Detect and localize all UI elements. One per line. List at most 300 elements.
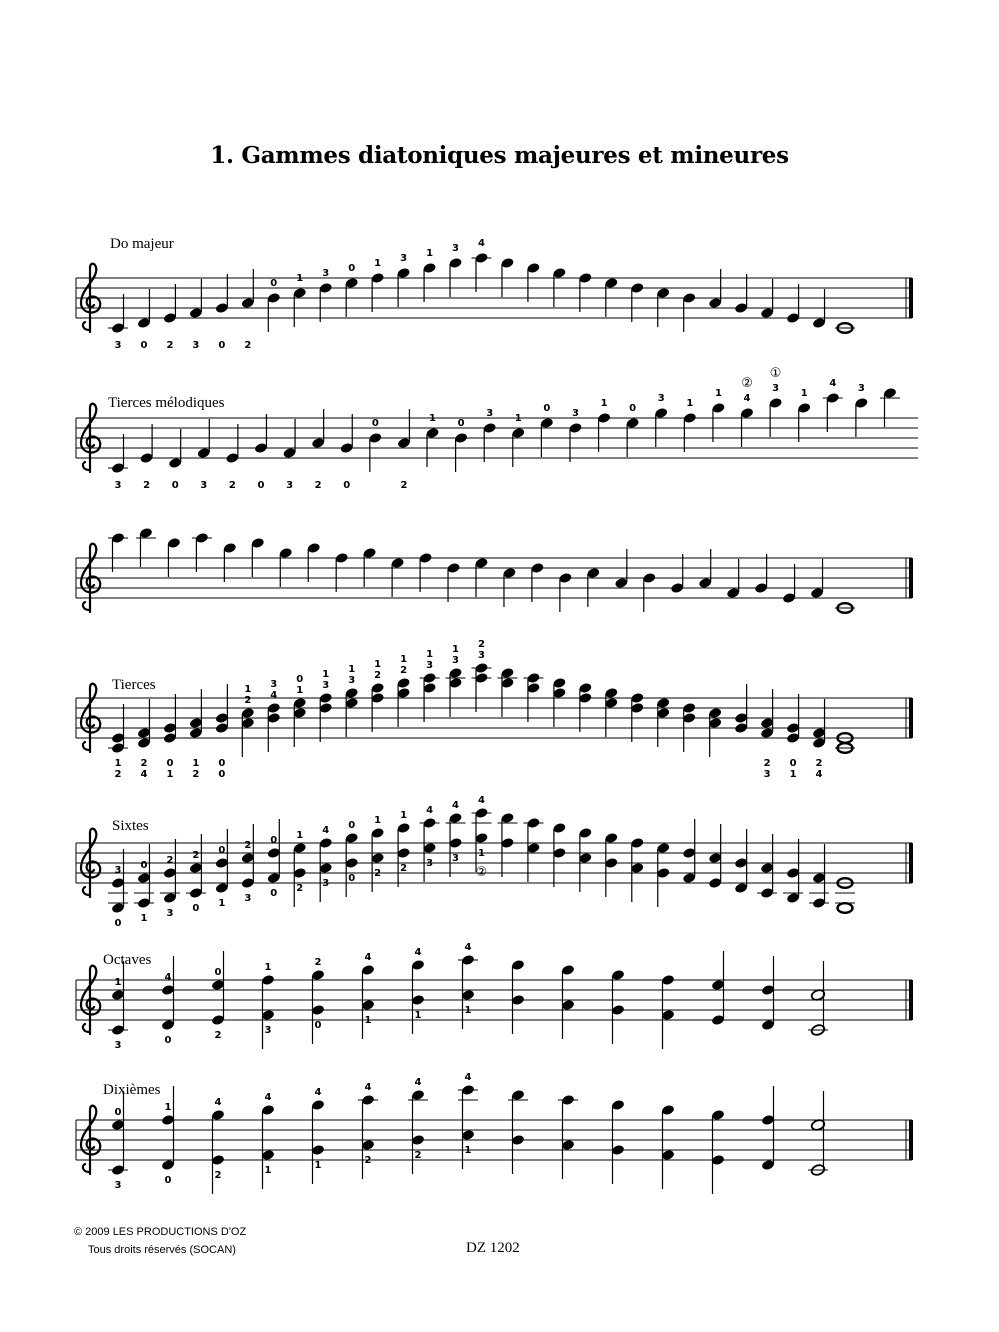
fingering-number: 3 [286, 480, 294, 491]
fingering-number: 0 [314, 1020, 322, 1031]
chord [345, 664, 359, 737]
fingering-number: 1 [322, 669, 330, 680]
fingering-number: 4 [743, 393, 751, 404]
fingering-number: 2 [228, 480, 236, 491]
fingering-number: 2 [166, 340, 174, 351]
note [614, 549, 628, 589]
fingering-number: 3 [322, 680, 330, 691]
fingering-number: 1 [296, 685, 304, 696]
fingering-number: 3 [114, 1180, 122, 1191]
fingering-number: 1 [400, 654, 408, 665]
fingering-number: 3 [452, 243, 460, 254]
fingering-number: 3 [264, 1025, 272, 1036]
fingering-number: 3 [348, 675, 356, 686]
note [448, 243, 462, 297]
fingering-number: 3 [114, 865, 122, 876]
fingering-number: 4 [314, 1087, 322, 1098]
note [293, 273, 307, 327]
chord [611, 1099, 625, 1184]
section-label-do-majeur: Do majeur [110, 236, 174, 252]
chord [656, 842, 670, 907]
fingering-number: 2 [400, 863, 408, 874]
fingering-number: 1 [464, 1005, 472, 1016]
chord [241, 824, 255, 904]
chord [396, 810, 410, 887]
fingering-number: 4 [478, 795, 485, 806]
fingering-number: 3 [192, 340, 200, 351]
chord [311, 1087, 325, 1184]
chord [783, 839, 803, 904]
fingering-number: 1 [348, 664, 356, 675]
fingering-number: 0 [114, 918, 122, 929]
final-barline-thick [909, 1120, 913, 1160]
fingering-number: 4 [414, 947, 422, 958]
page-title: 1. Gammes diatoniques majeures et mineures [210, 142, 789, 169]
note [810, 559, 824, 599]
note [108, 294, 128, 351]
note [786, 284, 800, 324]
note [656, 287, 670, 327]
fingering-number: 4 [322, 825, 330, 836]
chord [511, 959, 525, 1034]
fingering-number: 0 [166, 758, 174, 769]
chord [108, 849, 128, 929]
fingering-number: 0 [218, 758, 226, 769]
fingering-number: 1 [789, 769, 797, 780]
fingering-number: 1 [800, 388, 808, 399]
fingering-number: 0 [140, 340, 148, 351]
fingering-number: 0 [218, 769, 226, 780]
chord [361, 952, 375, 1039]
string-number: ① [769, 366, 782, 381]
chord [508, 1089, 528, 1174]
final-barline-thick [909, 698, 913, 738]
fingering-number: 3 [452, 655, 460, 666]
chord [161, 956, 175, 1046]
note [422, 248, 436, 302]
fingering-number: 4 [478, 238, 485, 249]
note [708, 269, 722, 309]
note [683, 398, 697, 452]
note [630, 282, 644, 322]
chord [134, 844, 154, 924]
note [578, 272, 592, 312]
fingering-number: 1 [374, 659, 382, 670]
note [108, 532, 128, 572]
note [215, 274, 229, 351]
note [782, 564, 796, 604]
chord [497, 812, 517, 877]
chord [661, 1104, 675, 1189]
fingering-number: 2 [414, 1150, 422, 1161]
fingering-number: 2 [214, 1030, 222, 1041]
note [711, 388, 725, 442]
note [530, 562, 544, 602]
chord [446, 800, 466, 877]
note [880, 387, 900, 427]
note [502, 567, 516, 607]
note [396, 253, 410, 307]
chord [211, 1097, 225, 1194]
note [108, 434, 128, 491]
fingering-number: 0 [164, 1175, 172, 1186]
chord [711, 1109, 725, 1194]
chord [523, 817, 543, 882]
fingering-number: 1 [114, 977, 122, 988]
fingering-number: 1 [514, 413, 522, 424]
chord [160, 839, 180, 919]
fingering-number: 4 [452, 800, 460, 811]
note [319, 268, 333, 322]
chord [446, 644, 466, 717]
fingering-number: 2 [114, 769, 122, 780]
note [604, 277, 618, 317]
fingering-number: 1 [264, 962, 272, 973]
footer-catalog-code: DZ 1202 [466, 1240, 520, 1256]
note [472, 238, 492, 292]
fingering-number: 2 [364, 1155, 372, 1166]
note [189, 279, 203, 351]
fingering-number: 3 [114, 480, 122, 491]
fingering-number: 3 [270, 679, 278, 690]
note [163, 284, 177, 351]
fingering-number: 0 [348, 873, 356, 884]
chord [472, 795, 492, 880]
fingering-number: 1 [426, 248, 434, 259]
fingering-number: 4 [829, 378, 837, 389]
fingering-number: 0 [348, 820, 356, 831]
fingering-number: 2 [192, 850, 200, 861]
fingering-number: 3 [244, 893, 252, 904]
chord [211, 951, 225, 1041]
staff-system-octaves [0, 935, 999, 1065]
note [835, 603, 855, 613]
chord [630, 692, 644, 742]
fingering-number: 3 [452, 853, 460, 864]
fingering-number: 2 [214, 1170, 222, 1181]
fingering-number: 1 [478, 848, 485, 859]
staff-system-tierces-melodiques-descent [0, 530, 999, 660]
chord [186, 834, 206, 914]
chord [808, 961, 828, 1036]
chord [396, 654, 410, 727]
fingering-number: 2 [192, 769, 200, 780]
staff-system-tierces [0, 639, 999, 780]
note [418, 552, 432, 592]
string-number: ② [475, 865, 488, 880]
fingering-number: 4 [164, 972, 172, 983]
footer-rights: Tous droits réservés (SOCAN) [88, 1244, 236, 1256]
note [139, 424, 153, 491]
note [500, 257, 514, 297]
note [483, 408, 497, 462]
fingering-number: 4 [414, 1077, 422, 1088]
footer-copyright: © 2009 LES PRODUCTIONS D'OZ [74, 1226, 247, 1238]
note [642, 572, 656, 612]
note [835, 323, 855, 333]
chord [458, 942, 478, 1029]
fingering-number: 0 [214, 967, 222, 978]
note [558, 572, 572, 612]
fingering-number: 1 [140, 913, 148, 924]
fingering-number: 3 [166, 908, 174, 919]
chord [682, 819, 696, 884]
chord [808, 1091, 828, 1176]
note [425, 413, 439, 467]
note [279, 547, 293, 587]
fingering-number: 0 [343, 480, 351, 491]
fingering-number: 2 [763, 758, 771, 769]
note [251, 537, 265, 577]
chord [293, 830, 307, 907]
fingering-number: 4 [214, 1097, 222, 1108]
note [454, 418, 468, 472]
chord [734, 684, 748, 734]
chord [420, 649, 440, 722]
note [167, 537, 181, 577]
fingering-number: 2 [815, 758, 823, 769]
note [698, 549, 712, 589]
staff-system-do-majeur [0, 230, 999, 360]
fingering-number: 0 [192, 903, 200, 914]
chord [497, 667, 517, 717]
chord [786, 694, 800, 780]
staff-svg [0, 366, 999, 500]
chord [558, 1094, 578, 1179]
note [340, 414, 354, 491]
chord [267, 679, 281, 752]
fingering-number: 3 [114, 1040, 122, 1051]
chord [761, 1086, 775, 1171]
chord [261, 962, 275, 1049]
fingering-number: 0 [270, 278, 278, 289]
fingering-number: 2 [478, 639, 485, 650]
note [511, 413, 525, 467]
note [397, 409, 411, 491]
chord [661, 974, 675, 1049]
chord [137, 699, 151, 780]
note [474, 557, 488, 597]
fingering-number: 2 [296, 883, 304, 894]
chord [711, 951, 725, 1026]
section-label-tierces-melodiques: Tierces mélodiques [108, 395, 225, 411]
staff-system-dixiemes [0, 1072, 999, 1205]
note [597, 398, 611, 452]
note [282, 419, 296, 491]
staff-svg [0, 530, 999, 660]
fingering-number: 0 [348, 263, 356, 274]
fingering-number: 0 [140, 860, 148, 871]
fingering-number: 1 [414, 1010, 422, 1021]
note [307, 542, 321, 582]
final-barline-thick [909, 843, 913, 883]
fingering-number: 1 [452, 644, 460, 655]
chord [812, 699, 826, 780]
fingering-number: 1 [400, 810, 408, 821]
section-label-dixiemes: Dixièmes [103, 1082, 161, 1098]
chord [267, 819, 281, 899]
fingering-number: 3 [772, 383, 780, 394]
note [241, 269, 255, 351]
chord [345, 820, 359, 897]
note [626, 403, 640, 457]
note [391, 557, 405, 597]
fingering-number: 3 [322, 268, 330, 279]
chord [656, 697, 670, 747]
fingering-number: 0 [171, 480, 179, 491]
note [734, 274, 748, 314]
fingering-number: 3 [857, 383, 865, 394]
note [769, 366, 783, 437]
fingering-number: 3 [486, 408, 494, 419]
chord [630, 837, 644, 902]
fingering-number: 3 [200, 480, 208, 491]
final-barline-thick [909, 278, 913, 318]
fingering-number: 4 [815, 769, 823, 780]
section-label-sixtes: Sixtes [112, 818, 149, 834]
chord [215, 829, 229, 909]
fingering-number: 0 [296, 674, 304, 685]
staff-svg [0, 1072, 999, 1205]
staff-svg [0, 795, 999, 929]
chord [604, 687, 618, 737]
chord [408, 1077, 428, 1174]
note [223, 542, 237, 582]
chord [760, 689, 774, 780]
note [446, 562, 460, 602]
chord [835, 733, 855, 753]
note [267, 278, 281, 332]
fingering-number: 2 [166, 855, 174, 866]
string-number: ② [741, 376, 753, 391]
fingering-number: 2 [374, 868, 382, 879]
staff-system-tierces-melodiques [0, 366, 999, 500]
fingering-number: 4 [464, 942, 472, 953]
fingering-number: 1 [114, 758, 122, 769]
section-label-octaves: Octaves [103, 952, 152, 968]
fingering-number: 1 [296, 273, 304, 284]
fingering-number: 2 [374, 670, 382, 681]
chord [189, 689, 203, 780]
note [192, 532, 212, 572]
fingering-number: 0 [270, 835, 278, 846]
note [311, 409, 325, 491]
chord [108, 961, 128, 1051]
fingering-number: 1 [314, 1160, 322, 1171]
note [823, 378, 843, 432]
fingering-number: 1 [714, 388, 722, 399]
note [552, 267, 566, 307]
final-barline-thick [909, 558, 913, 598]
fingering-number: 0 [257, 480, 265, 491]
note [526, 262, 540, 302]
fingering-number: 2 [314, 480, 322, 491]
fingering-number: 2 [400, 665, 408, 676]
fingering-number: 0 [218, 845, 226, 856]
note [254, 414, 268, 491]
note [812, 289, 826, 329]
note [854, 383, 868, 437]
note [568, 408, 582, 462]
fingering-number: 2 [244, 840, 252, 851]
chord [561, 964, 575, 1039]
note [225, 424, 239, 491]
fingering-number: 3 [114, 340, 122, 351]
chord [163, 694, 177, 780]
fingering-number: 4 [464, 1072, 472, 1083]
staff-svg [0, 230, 999, 360]
fingering-number: 4 [140, 769, 148, 780]
fingering-number: 1 [296, 830, 304, 841]
note [363, 547, 377, 587]
fingering-number: 4 [264, 1092, 272, 1103]
note [540, 403, 554, 457]
chord [578, 682, 592, 732]
fingering-number: 1 [364, 1015, 372, 1026]
note [368, 418, 382, 472]
note [654, 393, 668, 447]
note [136, 527, 156, 567]
fingering-number: 2 [143, 480, 151, 491]
note [682, 292, 696, 332]
fingering-number: 1 [464, 1145, 472, 1156]
note [726, 559, 740, 599]
fingering-number: 0 [371, 418, 379, 429]
fingering-number: 1 [600, 398, 608, 409]
fingering-number: 4 [364, 1082, 372, 1093]
fingering-number: 3 [322, 878, 330, 889]
staff-system-sixtes [0, 795, 999, 929]
chord [161, 1086, 175, 1186]
chord [708, 707, 722, 757]
fingering-number: 3 [657, 393, 665, 404]
note [760, 279, 774, 319]
fingering-number: 0 [270, 888, 278, 899]
fingering-number: 0 [543, 403, 551, 414]
chord [809, 844, 829, 909]
fingering-number: 3 [426, 858, 434, 869]
fingering-number: 1 [264, 1165, 272, 1176]
fingering-number: 0 [114, 1107, 122, 1118]
section-label-tierces: Tierces [112, 677, 156, 693]
fingering-number: 0 [457, 418, 465, 429]
note [371, 258, 385, 312]
chord [472, 639, 492, 712]
note [345, 263, 359, 317]
note [670, 554, 684, 594]
chord [293, 674, 307, 747]
fingering-number: 1 [374, 258, 382, 269]
note [335, 552, 349, 592]
fingering-number: 1 [426, 649, 434, 660]
fingering-number: 3 [426, 660, 434, 671]
fingering-number: 1 [686, 398, 694, 409]
fingering-number: 0 [629, 403, 637, 414]
final-barline-thick [909, 980, 913, 1020]
fingering-number: 2 [140, 758, 148, 769]
note [197, 419, 211, 491]
fingering-number: 1 [218, 898, 226, 909]
chord [371, 659, 385, 732]
fingering-number: 1 [374, 815, 382, 826]
chord [682, 702, 696, 752]
fingering-number: 2 [244, 340, 252, 351]
fingering-number: 1 [166, 769, 174, 780]
chord [523, 672, 543, 722]
chord [757, 834, 777, 899]
chord [108, 704, 128, 780]
chord [708, 824, 722, 889]
